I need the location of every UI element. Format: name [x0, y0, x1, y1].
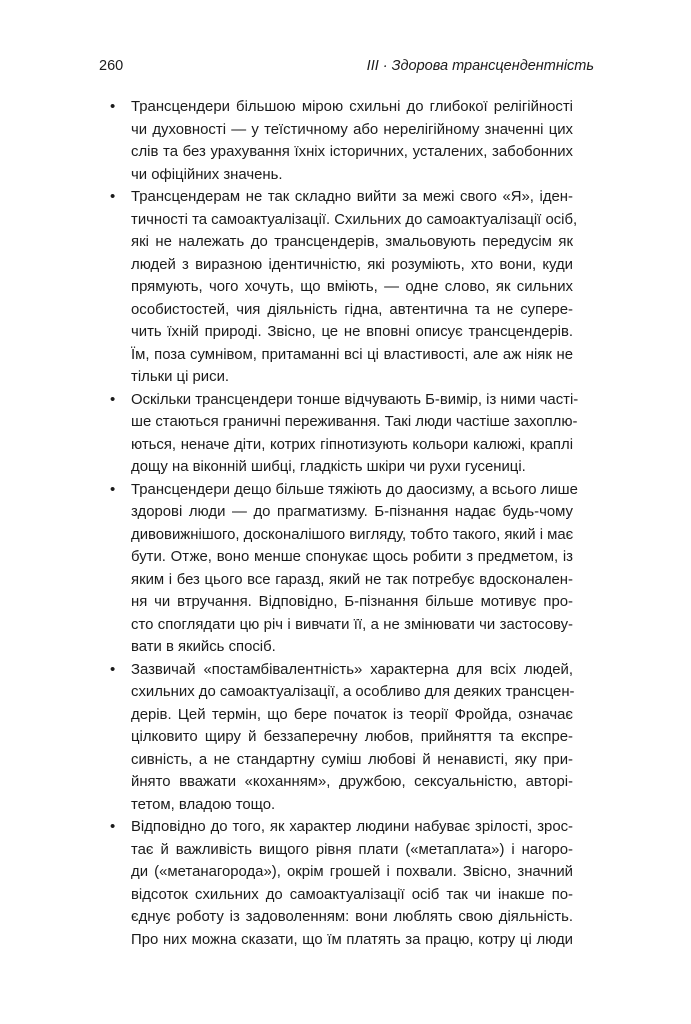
text-line: тетом, владою тощо.	[131, 796, 276, 813]
paragraph-text	[131, 96, 573, 186]
bullet-marker: •	[110, 390, 116, 408]
bullet-marker: •	[110, 660, 116, 678]
text-line: людей з виразною ідентичністю, які розуміють, хто вони, куди	[131, 256, 573, 273]
text-line: чи духовності — у теїстичному або нерелігійному значенні цих	[131, 121, 573, 138]
text-line: тичності та самоактуалізації. Схильних до самоактуалізації осіб,	[131, 211, 578, 228]
text-line: слів та без урахування їхніх історичних, усталених, забобонних	[131, 144, 573, 160]
text-line: сивність, а не стандартну суміш любові й ненависті, яку при-	[131, 751, 573, 768]
bullet-item	[110, 389, 579, 479]
text-line: єднує роботу із задоволенням: вони люблять свою діяльність.	[131, 909, 573, 925]
text-line: бути. Отже, воно менше спонукає щось робити з предметом, із	[131, 549, 573, 565]
text-line: тає й важливість вищого рівня плати («метаплата») і нагоро-	[131, 841, 573, 858]
text-line: Трансцендери більшою мірою схильні до глибокої релігійності	[131, 99, 573, 115]
text-line: прямують, чого хочуть, що вміють, — одне слово, як сильних	[131, 279, 573, 295]
paragraph-text	[131, 816, 573, 951]
bullet-item	[110, 186, 578, 389]
text-line: чить їхній природі. Звісно, це не вповні описує трансцендерів.	[131, 324, 573, 340]
text-line: Трансцендери дещо більше тяжіють до даосизму, а всього лише	[131, 481, 578, 498]
page-number: 260	[99, 58, 124, 74]
bullet-marker: •	[110, 188, 116, 205]
bullet-item	[110, 816, 573, 951]
bullet-item	[110, 479, 578, 659]
text-line: чи офіційних значень.	[131, 166, 283, 183]
paragraph-text	[131, 659, 573, 817]
text-line: Оскільки трансцендери тонше відчувають Б-вимір, із ними часті-	[131, 391, 579, 408]
bullet-marker: •	[110, 98, 116, 115]
text-line: йнято вважати «коханням», дружбою, сексуальністю, авторі-	[131, 774, 573, 790]
text-line: Їм, поза сумнівом, притаманні всі ці властивості, але аж ніяк не	[131, 346, 573, 363]
text-line: особистостей, чия діяльність гідна, автентична та не супере-	[131, 301, 573, 318]
bullet-list	[110, 96, 579, 951]
running-title: III · Здорова трансцендентність	[366, 58, 594, 74]
text-line: сто споглядати цю річ і вивчати її, а не змінювати чи застосову-	[131, 616, 573, 633]
text-line: тільки ці риси.	[131, 369, 230, 385]
text-line: які не належать до трансцендерів, змальовують передусім як	[131, 234, 573, 250]
paragraph-text	[131, 479, 578, 659]
bullet-marker: •	[110, 480, 116, 498]
running-header	[99, 58, 594, 80]
text-line: цілковито щиру й беззаперечну любов, прийняття та експре-	[131, 729, 573, 745]
text-line: дерів. Цей термін, що бере початок із теорії Фройда, означає	[131, 706, 573, 723]
text-line: вати в якийсь спосіб.	[131, 639, 276, 655]
bullet-item	[110, 659, 573, 817]
text-line: Відповідно до того, як характер людини набуває зрілості, зрос-	[131, 819, 573, 835]
text-line: ше стаються граничні переживання. Такі люди частіше захоплю-	[131, 414, 578, 430]
text-line: ди («метанагорода»), окрім грошей і похвали. Звісно, значний	[131, 864, 573, 880]
bullet-item	[110, 96, 573, 186]
bullet-marker: •	[110, 818, 116, 835]
text-line: ються, неначе діти, котрих гіпнотизують кольори калюжі, краплі	[131, 436, 573, 453]
text-line: здорові люди — до прагматизму. Б-пізнання надає будь-чому	[131, 504, 573, 520]
text-line: Трансцендерам не так складно вийти за межі свого «Я», іден-	[131, 189, 573, 205]
text-line: схильних до самоактуалізації, а особливо для деяких трансцен-	[131, 684, 575, 700]
text-line: дощу на віконній шибці, гладкість шкіри чи рухи гусениці.	[131, 459, 526, 475]
text-line: ня чи втручання. Відповідно, Б-пізнання більше мотивує про-	[131, 594, 573, 610]
paragraph-text	[131, 186, 578, 389]
text-line: яким і без цього все гаразд, який не так потребує вдосконален-	[131, 571, 573, 588]
text-line: відсоток схильних до самоактуалізації осіб так чи інакше по-	[131, 886, 573, 903]
paragraph-text	[131, 389, 579, 479]
text-line: Про них можна сказати, що їм платять за працю, котру ці люди	[131, 931, 573, 948]
text-line: дивовижнішого, досконалішого вигляду, тобто такого, який і має	[131, 526, 574, 543]
text-line: Зазвичай «постамбівалентність» характерна для всіх людей,	[131, 661, 573, 678]
